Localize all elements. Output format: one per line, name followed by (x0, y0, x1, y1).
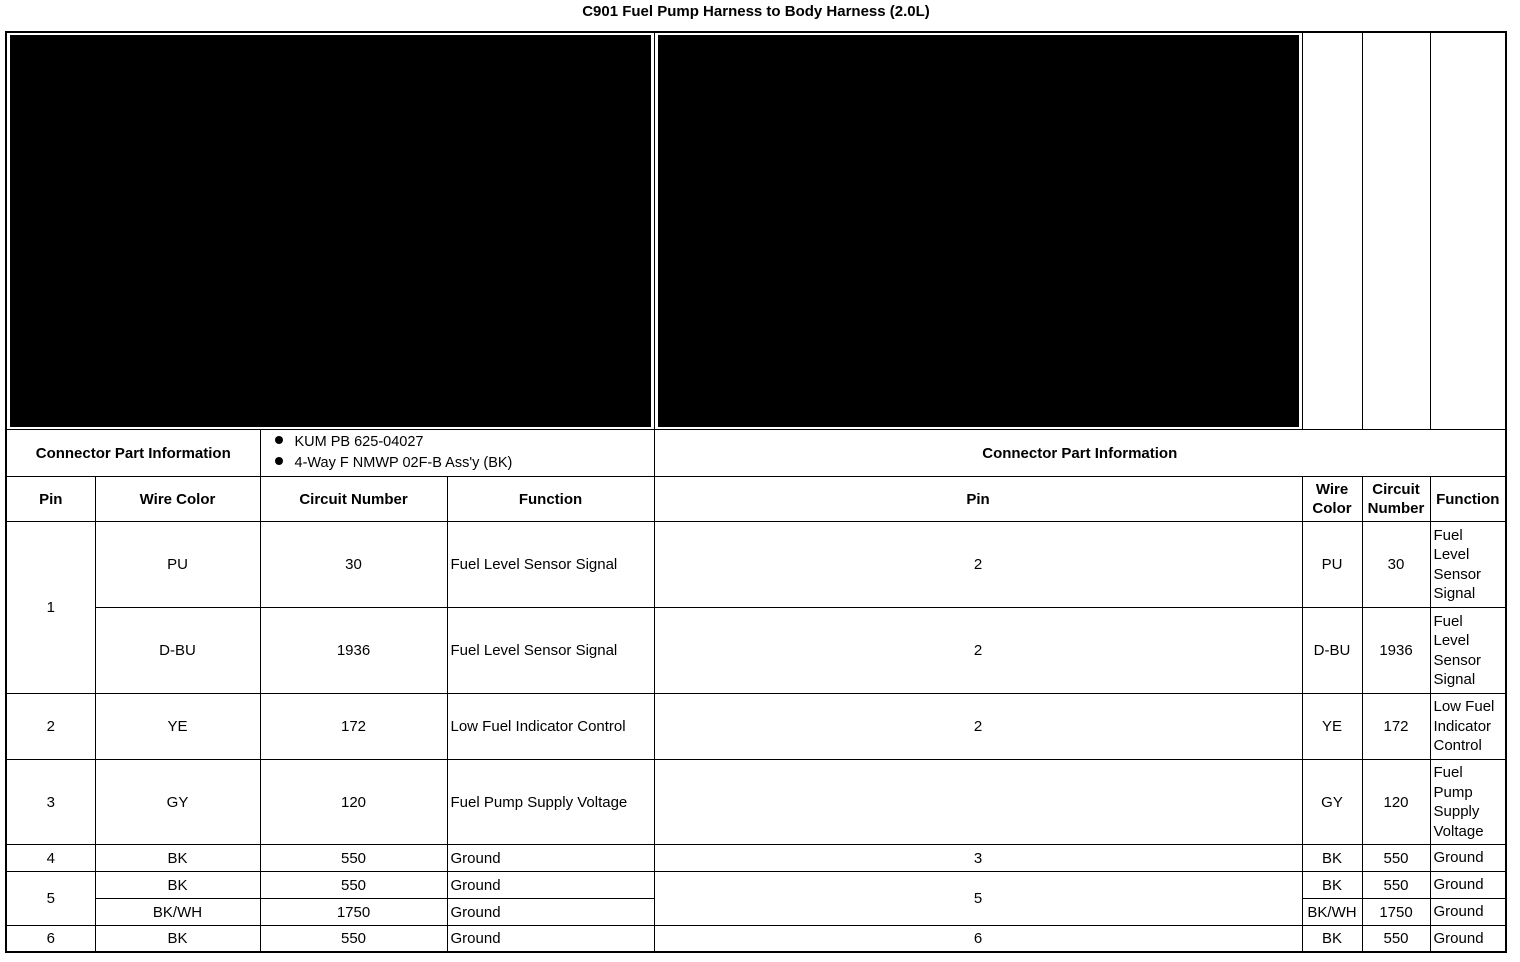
circuit-number: 550 (260, 845, 447, 872)
table-row-pin: 1 (6, 522, 95, 694)
wire-color: GY (95, 760, 260, 845)
circuit-number-right: 550 (1362, 845, 1430, 872)
circuit-number: 1750 (260, 899, 447, 926)
bullet-icon (275, 457, 283, 465)
function-right: Ground (1430, 845, 1506, 872)
function-right: Ground (1430, 872, 1506, 899)
right-connector-image-cell (654, 32, 1302, 430)
wire-color-right: BK (1302, 926, 1362, 952)
col-header-circuit: Circuit Number (260, 477, 447, 522)
function-right: Ground (1430, 899, 1506, 926)
col-header-pin: Pin (6, 477, 95, 522)
circuit-number: 550 (260, 872, 447, 899)
wire-color: BK (95, 845, 260, 872)
blank-cell (1362, 32, 1430, 430)
function: Fuel Level Sensor Signal (447, 608, 654, 694)
wire-color-right: PU (1302, 522, 1362, 608)
blank-cell (1302, 32, 1362, 430)
function-right: Fuel Level Sensor Signal (1430, 608, 1506, 694)
connector-part-item: KUM PB 625-04027 (275, 432, 654, 453)
wire-color: BK/WH (95, 899, 260, 926)
pin-right: 2 (654, 608, 1302, 694)
circuit-number: 1936 (260, 608, 447, 694)
table-row-pin: 4 (6, 845, 95, 872)
wire-color-right: GY (1302, 760, 1362, 845)
wire-color: YE (95, 694, 260, 760)
right-connector-label: Connector Part Information (654, 430, 1506, 477)
circuit-number: 120 (260, 760, 447, 845)
circuit-number-right: 1750 (1362, 899, 1430, 926)
circuit-number-right: 1936 (1362, 608, 1430, 694)
page-title: C901 Fuel Pump Harness to Body Harness (2.0L) (582, 3, 930, 20)
wire-color-right: BK/WH (1302, 899, 1362, 926)
wire-color: D-BU (95, 608, 260, 694)
function: Ground (447, 926, 654, 952)
wire-color-right: BK (1302, 845, 1362, 872)
col-header-function-right: Function (1430, 477, 1506, 522)
bullet-icon (275, 436, 283, 444)
function-right: Low Fuel Indicator Control (1430, 694, 1506, 760)
pin-right: 2 (654, 694, 1302, 760)
function-right: Fuel Level Sensor Signal (1430, 522, 1506, 608)
circuit-number-right: 120 (1362, 760, 1430, 845)
circuit-number: 550 (260, 926, 447, 952)
function: Fuel Pump Supply Voltage (447, 760, 654, 845)
table-row-pin: 3 (6, 760, 95, 845)
circuit-number-right: 30 (1362, 522, 1430, 608)
wire-color-right: BK (1302, 872, 1362, 899)
right-connector-image (658, 35, 1299, 427)
function: Fuel Level Sensor Signal (447, 522, 654, 608)
wire-color: PU (95, 522, 260, 608)
circuit-number-right: 172 (1362, 694, 1430, 760)
wire-color: BK (95, 926, 260, 952)
wire-color-right: D-BU (1302, 608, 1362, 694)
connector-table (5, 31, 1507, 953)
function-right: Ground (1430, 926, 1506, 952)
col-header-pin-right: Pin (654, 477, 1302, 522)
pin-right: 5 (654, 872, 1302, 926)
col-header-circuit-right: Circuit Number (1362, 477, 1430, 522)
left-connector-image-cell (6, 32, 654, 430)
blank-cell (1430, 32, 1506, 430)
pin-right: 6 (654, 926, 1302, 952)
connector-part-item: 4-Way F NMWP 02F-B Ass'y (BK) (275, 453, 654, 474)
table-row-pin: 2 (6, 694, 95, 760)
function-right: Fuel Pump Supply Voltage (1430, 760, 1506, 845)
circuit-number: 172 (260, 694, 447, 760)
table-row-pin: 5 (6, 872, 95, 926)
col-header-function: Function (447, 477, 654, 522)
wire-color-right: YE (1302, 694, 1362, 760)
left-connector-image (10, 35, 651, 427)
function: Ground (447, 899, 654, 926)
function: Low Fuel Indicator Control (447, 694, 654, 760)
function: Ground (447, 872, 654, 899)
pin-right: 3 (654, 845, 1302, 872)
left-connector-label: Connector Part Information (6, 430, 260, 477)
wire-color: BK (95, 872, 260, 899)
circuit-number-right: 550 (1362, 872, 1430, 899)
circuit-number-right: 550 (1362, 926, 1430, 952)
pin-right (654, 760, 1302, 845)
table-row-pin: 6 (6, 926, 95, 952)
function: Ground (447, 845, 654, 872)
pin-right: 2 (654, 522, 1302, 608)
col-header-wire-color-right: Wire Color (1302, 477, 1362, 522)
circuit-number: 30 (260, 522, 447, 608)
col-header-wire-color: Wire Color (95, 477, 260, 522)
left-connector-parts (260, 430, 654, 477)
